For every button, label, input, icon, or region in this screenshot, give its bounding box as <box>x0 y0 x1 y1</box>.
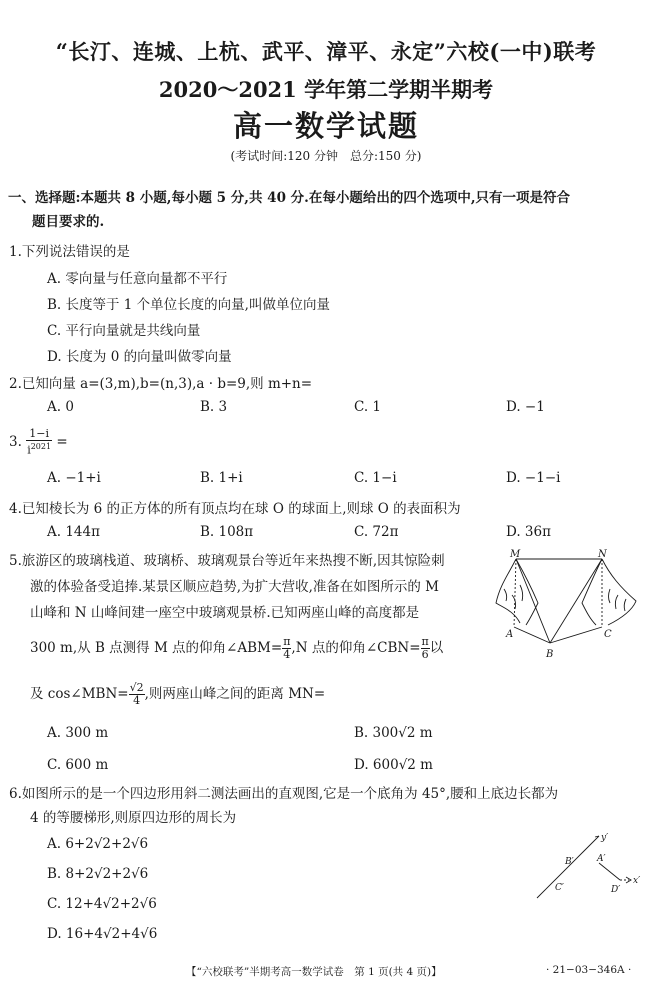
q5-label-m: M <box>510 549 521 560</box>
q5-frac1-denominator: 4 <box>283 648 291 661</box>
q5-option-b: B. 300√2 m <box>354 725 433 741</box>
q5-line5 <box>30 682 325 707</box>
q5-frac2-denominator: 6 <box>421 648 429 661</box>
q3-frac-den-exponent: 2021 <box>30 442 52 451</box>
section-heading-line1: 一、选择题:本题共 8 小题,每小题 5 分,共 40 分.在每小题给出的四个选项中,只有一项是符合 <box>8 190 571 206</box>
q5-mountain-figure <box>490 545 650 665</box>
q5-line4-part1: 300 m,从 B 点测得 M 点的仰角∠ABM= <box>30 640 283 656</box>
q5-frac3-numerator: √2 <box>129 681 144 694</box>
section-heading <box>8 186 640 234</box>
q5-line-nb <box>550 559 602 643</box>
q4-option-a: A. 144π <box>47 524 100 540</box>
q2-option-d: D. −1 <box>506 399 545 415</box>
q5-frac-sqrt2-over-4 <box>129 682 145 707</box>
q5-line4-part2: ,N 点的仰角∠CBN= <box>291 640 421 656</box>
q6-label-x: x′ <box>633 876 641 886</box>
q6-leg <box>599 863 620 880</box>
q3-equals: = <box>56 433 68 450</box>
q1-option-c: C. 平行向量就是共线向量 <box>47 323 201 339</box>
q4-stem: 4.已知棱长为 6 的正方体的所有顶点均在球 O 的球面上,则球 O 的表面积为 <box>9 501 461 517</box>
q6-option-a: A. 6+2√2+2√6 <box>47 836 149 852</box>
q5-option-c: C. 600 m <box>47 757 109 773</box>
q4-option-d: D. 36π <box>506 524 551 540</box>
q5-line1: 5.旅游区的玻璃栈道、玻璃桥、玻璃观景台等近年来热搜不断,因其惊险刺 <box>9 553 445 569</box>
q2-stem: 2.已知向量 a=(3,m),b=(n,3),a · b=9,则 m+n= <box>9 376 313 392</box>
q6-option-d: D. 16+4√2+4√6 <box>47 926 158 942</box>
q6-label-b: B′ <box>565 857 574 867</box>
page-title: 高一数学试题 <box>232 109 419 143</box>
q5-line4-part3: 以 <box>429 640 444 656</box>
q5-label-n: N <box>598 549 607 560</box>
q5-label-b: B <box>546 649 554 660</box>
q6-line1: 6.如图所示的是一个四边形用斜二测法画出的直观图,它是一个底角为 45°,腰和上底边长都为 <box>9 786 559 802</box>
q5-line2: 激的体验备受追捧.某景区顺应趋势,为扩大营收,准备在如图所示的 M <box>30 579 439 595</box>
q6-option-c: C. 12+4√2+2√6 <box>47 896 157 912</box>
exam-info: (考试时间:120 分钟 总分:150 分) <box>230 149 422 163</box>
q3-frac-den-base: i <box>27 443 31 457</box>
q6-label-y: y′ <box>601 833 609 843</box>
q3-stem <box>9 428 68 457</box>
q6-trapezoid-figure <box>525 828 650 906</box>
q5-line5-part1: 及 cos∠MBN= <box>30 686 129 702</box>
q5-line-cb <box>550 627 602 643</box>
q6-label-a: A′ <box>597 854 606 864</box>
q5-option-a: A. 300 m <box>47 725 109 741</box>
q1-stem: 1.下列说法错误的是 <box>9 244 130 260</box>
q6-y-axis <box>537 836 599 898</box>
q5-left-mountain-hatch <box>504 585 523 609</box>
q5-frac1-numerator: π <box>283 635 291 648</box>
header-term: 2020～2021 学年第二学期半期考 <box>158 77 494 102</box>
q5-frac-pi-over-6 <box>421 636 430 661</box>
q5-right-mountain-hatch <box>609 589 627 611</box>
footer-code: · 21−03−346A · <box>546 964 632 976</box>
q6-label-c: C′ <box>555 883 564 893</box>
q2-option-c: C. 1 <box>354 399 382 415</box>
q6-label-d: D′ <box>611 885 621 895</box>
q3-option-a: A. −1+i <box>47 470 101 486</box>
q4-option-b: B. 108π <box>200 524 254 540</box>
q6-option-b: B. 8+2√2+2√6 <box>47 866 149 882</box>
q1-option-b: B. 长度等于 1 个单位长度的向量,叫做单位向量 <box>47 297 330 313</box>
q5-line4 <box>30 636 443 661</box>
q6-line2: 4 的等腰梯形,则原四边形的周长为 <box>30 810 237 826</box>
q3-frac-numerator: 1−i <box>26 428 52 441</box>
q5-option-d: D. 600√2 m <box>354 757 433 773</box>
q5-line5-part2: ,则两座山峰之间的距离 MN= <box>144 686 326 702</box>
q3-number: 3. <box>9 433 22 450</box>
q3-option-b: B. 1+i <box>200 470 243 486</box>
q2-option-a: A. 0 <box>47 399 74 415</box>
q1-option-a: A. 零向量与任意向量都不平行 <box>47 271 228 287</box>
header-schools: “长汀、连城、上杭、武平、漳平、永定”六校(一中)联考 <box>55 39 597 64</box>
q3-option-d: D. −1−i <box>506 470 561 486</box>
footer-page-info: 【“六校联考”半期考高一数学试卷 第 1 页(共 4 页)】 <box>186 966 442 978</box>
q5-left-mountain <box>496 559 538 625</box>
q4-option-c: C. 72π <box>354 524 399 540</box>
q3-frac-denominator <box>26 441 52 457</box>
q5-label-a: A <box>506 629 514 640</box>
q1-option-d: D. 长度为 0 的向量叫做零向量 <box>47 349 232 365</box>
q5-frac2-numerator: π <box>421 635 429 648</box>
q5-frac3-denominator: 4 <box>133 694 141 707</box>
q5-label-c: C <box>604 629 612 640</box>
q5-line3: 山峰和 N 山峰间建一座空中玻璃观景桥.已知两座山峰的高度都是 <box>30 605 420 621</box>
q2-option-b: B. 3 <box>200 399 228 415</box>
q3-option-c: C. 1−i <box>354 470 397 486</box>
q3-fraction <box>26 428 52 457</box>
section-heading-line2: 题目要求的. <box>32 214 105 230</box>
